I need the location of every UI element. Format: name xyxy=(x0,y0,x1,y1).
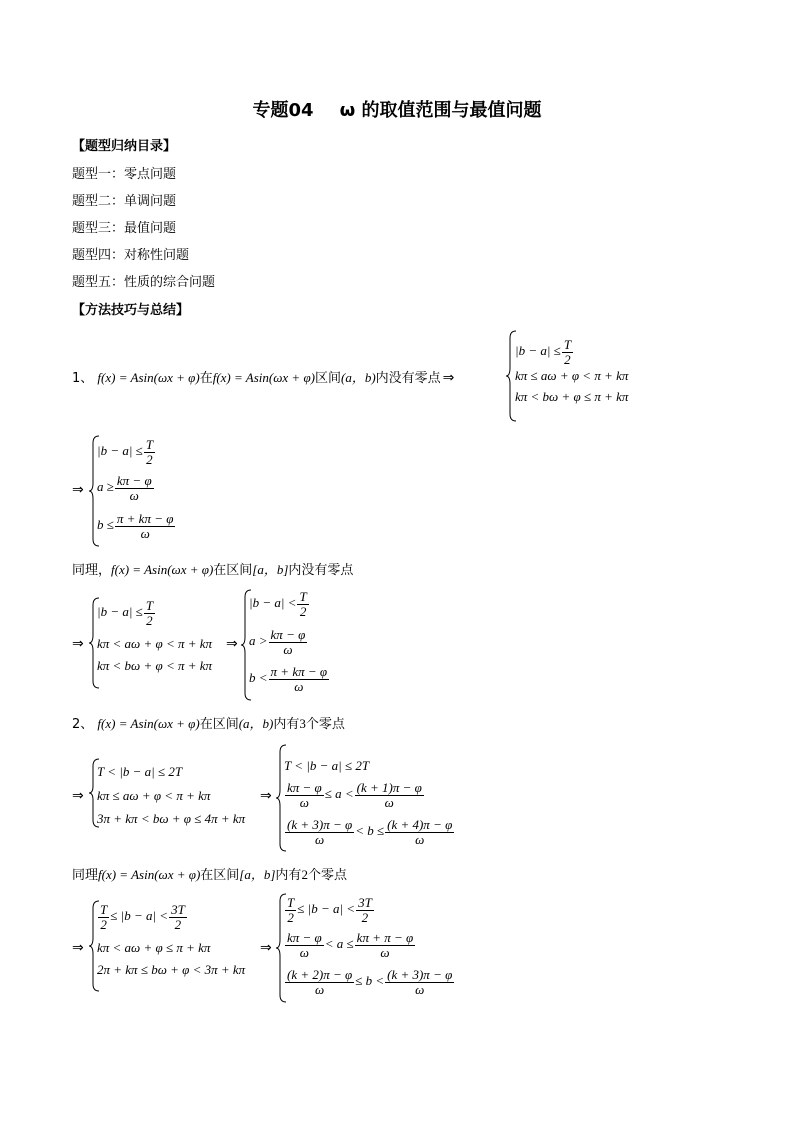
implies-symbol: ⇒ xyxy=(442,370,455,386)
same1-sys2-line-2: a > $\frac{k\pi - \varphi}{\omega}$ xyxy=(249,627,306,657)
item1-number: 1、 xyxy=(72,371,94,386)
implies-symbol: ⇒ xyxy=(226,636,238,652)
title-main: ω 的取值范围与最值问题 xyxy=(339,100,542,121)
type-item-3: 题型三：最值问题 xyxy=(72,221,177,236)
sys1-line-1: |b − a| ≤ $\frac{T}{2}$ xyxy=(515,337,572,367)
item2-sys2-line-2: $\frac{k\pi - \varphi}{\omega}$ ≤ a < $\frac{(k + 1)\pi - \varphi}{\omega}$ xyxy=(287,780,422,810)
item2-line: 2、 f(x) = Asin(ωx + φ)在区间(a，b)内有3个零点 xyxy=(72,716,345,732)
item1-interval: (a，b) xyxy=(340,370,376,385)
type-item-1: 题型一：零点问题 xyxy=(72,167,177,182)
item1-tail: 内没有零点 xyxy=(375,371,441,386)
same2-sys2-line-1: $\frac{T}{2}$ ≤ |b − a| < $\frac{3T}{2}$ xyxy=(287,895,372,925)
same2-sys1-line-1: $\frac{T}{2}$ ≤ |b − a| < $\frac{3T}{2}$ xyxy=(100,902,185,932)
same2-sys2-line-3: $\frac{(k + 2)\pi - \varphi}{\omega}$ ≤ b < $\frac{(k + 3)\pi - \varphi}{\omega}$ xyxy=(287,967,453,997)
item1-function: f(x) = Asin(ωx + φ) xyxy=(97,370,200,385)
same1-line: 同理，f(x) = Asin(ωx + φ)在区间[a，b]内没有零点 xyxy=(72,562,354,578)
same1-sys1-line-3: kπ < bω + φ < π + kπ xyxy=(97,658,213,673)
sys1-line-3: kπ < bω + φ ≤ π + kπ xyxy=(515,389,629,404)
implies-symbol: ⇒ xyxy=(72,940,84,956)
same2-sys2-line-2: $\frac{k\pi - \varphi}{\omega}$ < a ≤ $\frac{k\pi + \pi - \varphi}{\omega}$ xyxy=(287,930,414,960)
item2-sys1-line-1: T < |b − a| ≤ 2T xyxy=(97,764,183,779)
type-item-4: 题型四：对称性问题 xyxy=(72,248,190,263)
sys2-line-2: a ≥ $\frac{k\pi - \varphi}{\omega}$ xyxy=(97,473,152,503)
item1-line xyxy=(72,367,454,386)
page-title xyxy=(0,96,794,122)
item2-sys1-line-2: kπ ≤ aω + φ < π + kπ xyxy=(97,788,211,803)
type-item-5: 题型五：性质的综合问题 xyxy=(72,275,216,290)
same1-sys2-line-3: b < $\frac{\pi + k\pi - \varphi}{\omega}$ xyxy=(249,664,328,694)
same1-sys1-line-2: kπ < aω + φ < π + kπ xyxy=(97,636,213,651)
sys2-line-1: |b − a| ≤ $\frac{T}{2}$ xyxy=(97,437,154,467)
implies-symbol: ⇒ xyxy=(72,636,84,652)
item2-sys1-line-3: 3π + kπ < bω + φ ≤ 4π + kπ xyxy=(97,811,246,826)
item1-mid: 在 xyxy=(199,371,213,386)
type-item-2: 题型二：单调问题 xyxy=(72,194,177,209)
same1-sys2-line-1: |b − a| < $\frac{T}{2}$ xyxy=(249,589,307,619)
same2-sys1-line-3: 2π + kπ ≤ bω + φ < 3π + kπ xyxy=(97,962,246,977)
catalog-heading: 【题型归纳目录】 xyxy=(72,139,177,154)
implies-symbol: ⇒ xyxy=(72,482,84,498)
method-heading: 【方法技巧与总结】 xyxy=(72,303,190,318)
implies-symbol: ⇒ xyxy=(260,940,272,956)
item1-function-2: f(x) = Asin(ωx + φ) xyxy=(212,370,315,385)
title-prefix: 专题04 xyxy=(252,100,314,121)
sys1-line-2: kπ ≤ aω + φ < π + kπ xyxy=(515,368,629,383)
item2-sys2-line-3: $\frac{(k + 3)\pi - \varphi}{\omega}$ < b ≤ $\frac{(k + 4)\pi - \varphi}{\omega}$ xyxy=(287,817,453,847)
same1-sys1-line-1: |b − a| ≤ $\frac{T}{2}$ xyxy=(97,598,154,628)
sys2-line-3: b ≤ $\frac{\pi + k\pi - \varphi}{\omega}$ xyxy=(97,511,174,541)
same2-sys1-line-2: kπ < aω + φ ≤ π + kπ xyxy=(97,940,211,955)
implies-symbol: ⇒ xyxy=(260,788,272,804)
item1-region: 区间 xyxy=(314,371,341,386)
implies-symbol: ⇒ xyxy=(72,788,84,804)
item2-sys2-line-1: T < |b − a| ≤ 2T xyxy=(284,758,370,773)
same2-line: 同理f(x) = Asin(ωx + φ)在区间[a，b]内有2个零点 xyxy=(72,867,347,883)
